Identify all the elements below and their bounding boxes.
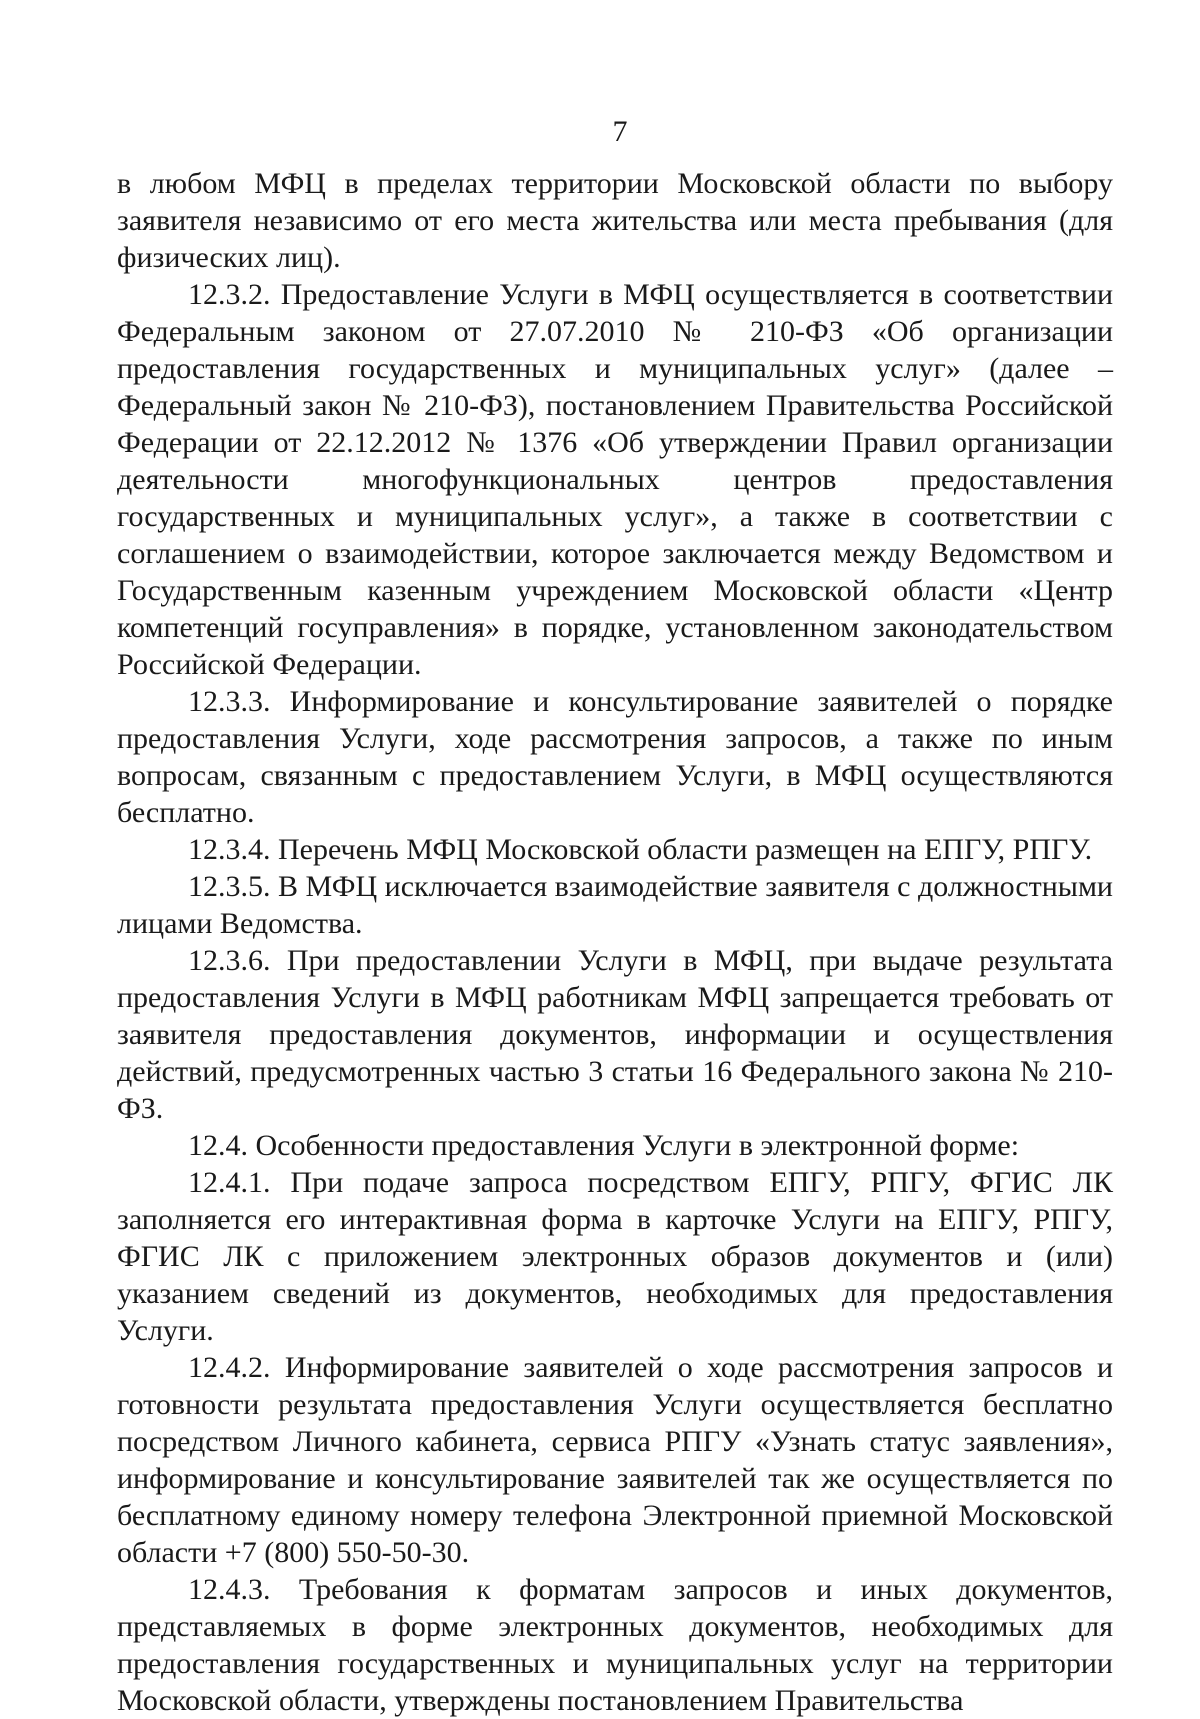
page-number: 7 <box>612 115 628 148</box>
paragraph-12-3-2: 12.3.2. Предоставление Услуги в МФЦ осуществляется в соответствии Федеральным законом от 27.07.2010 № 210-ФЗ «Об организации предоставления государственных и муниципальных услуг» (далее – Федеральный закон № 210-ФЗ), постановлением Правительства Российской Федерации от 22.12.2012 № 1376 «Об утверждении Правил организации деятельности многофункциональных центров предоставления государственных и муниципальных услуг», а также в соответствии с соглашением о взаимодействии, которое заключается между Ведомством и Государственным казенным учреждением Московской области «Центр компетенций госуправления» в порядке, установленном законодательством Российской Федерации. <box>117 278 1113 681</box>
paragraph-12-3-6: 12.3.6. При предоставлении Услуги в МФЦ, при выдаче результата предоставления Услуги в МФЦ работникам МФЦ запрещается требовать от заявителя предоставления документов, информации и осуществления действий, предусмотренных частью 3 статьи 16 Федерального закона № 210-ФЗ. <box>117 944 1113 1125</box>
paragraph-12-4-3: 12.4.3. Требования к форматам запросов и иных документов, представляемых в форме электронных документов, необходимых для предоставления государственных и муниципальных услуг на территории Московской области, утверждены постановлением Правительства <box>117 1573 1113 1717</box>
paragraph-12-4: 12.4. Особенности предоставления Услуги в электронной форме: <box>188 1129 1020 1162</box>
document-body <box>117 165 1113 1719</box>
paragraph-continuation: в любом МФЦ в пределах территории Московской области по выбору заявителя независимо от его места жительства или места пребывания (для физических лиц). <box>117 167 1113 274</box>
paragraph-12-3-4: 12.3.4. Перечень МФЦ Московской области размещен на ЕПГУ, РПГУ. <box>188 833 1093 866</box>
paragraph-12-4-2: 12.4.2. Информирование заявителей о ходе рассмотрения запросов и готовности результата предоставления Услуги осуществляется бесплатно посредством Личного кабинета, сервиса РПГУ «Узнать статус заявления», информирование и консультирование заявителей так же осуществляется по бесплатному единому номеру телефона Электронной приемной Московской области +7 (800) 550-50-30. <box>117 1351 1113 1569</box>
paragraph-12-3-5: 12.3.5. В МФЦ исключается взаимодействие заявителя с должностными лицами Ведомства. <box>117 870 1113 940</box>
paragraph-12-4-1: 12.4.1. При подаче запроса посредством ЕПГУ, РПГУ, ФГИС ЛК заполняется его интерактивная форма в карточке Услуги на ЕПГУ, РПГУ, ФГИС ЛК с приложением электронных образов документов и (или) указанием сведений из документов, необходимых для предоставления Услуги. <box>117 1166 1113 1347</box>
paragraph-12-3-3: 12.3.3. Информирование и консультирование заявителей о порядке предоставления Услуги, ходе рассмотрения запросов, а также по иным вопросам, связанным с предоставлением Услуги, в МФЦ осуществляются бесплатно. <box>117 685 1113 829</box>
